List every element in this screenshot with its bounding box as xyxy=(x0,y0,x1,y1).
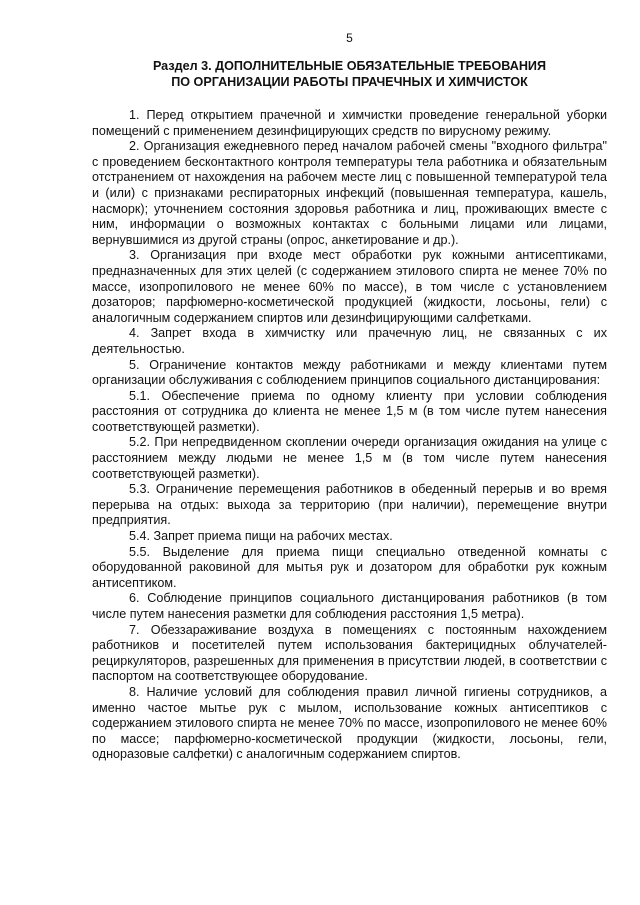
paragraph-item-3: 3. Организация при входе мест обработки рук кожными антисептиками, предназначенных для этих целей (с содержанием этилового спирта не менее 70% по массе, изопропилового не менее 60% по массе), в том числе с установлением дозаторов; парфюмерно-косметической продукцией (жидкости, лосьоны, гели) с аналогичным содержанием спиртов или дезинфицирующими салфетками. xyxy=(92,248,607,325)
paragraph-item-5-5: 5.5. Выделение для приема пищи специально отведенной комнаты с оборудованной раковиной для мытья рук и дозатором для обработки рук кожным антисептиком. xyxy=(92,544,607,590)
paragraph-item-5-2: 5.2. При непредвиденном скоплении очереди организация ожидания на улице с расстоянием между людьми не менее 1,5 м (в том числе путем нанесения соответствующей разметки). xyxy=(92,435,607,481)
section-heading xyxy=(92,58,607,90)
paragraph-item-2: 2. Организация ежедневного перед началом рабочей смены "входного фильтра" с проведением бесконтактного контроля температуры тела работника и обязательным отстранением от нахождения на рабочем месте лиц с повышенной температурой тела и (или) с признаками респираторных инфекций (повышенная температура, кашель, насморк); уточнением состояния здоровья работника и лиц, проживающих вместе с ним, информации о возможных контактах с больными лицами или лицами, вернувшимися из другой страны (опрос, анкетирование и др.). xyxy=(92,139,607,247)
paragraph-item-7: 7. Обеззараживание воздуха в помещениях с постоянным нахождением работников и посетителей путем использования бактерицидных облучателей-рециркуляторов, разрешенных для применения в присутствии людей, в соответствии с паспортом на соответствующее оборудование. xyxy=(92,622,607,684)
paragraph-item-5-1: 5.1. Обеспечение приема по одному клиенту при условии соблюдения расстояния от сотрудника до клиента не менее 1,5 м (в том числе путем нанесения соответствующей разметки). xyxy=(92,388,607,434)
paragraph-item-6: 6. Соблюдение принципов социального дистанцирования работников (в том числе путем нанесения разметки для соблюдения расстояния 1,5 метра). xyxy=(92,591,607,621)
section-heading-line-2: ПО ОРГАНИЗАЦИИ РАБОТЫ ПРАЧЕЧНЫХ И ХИМЧИСТОК xyxy=(171,75,528,89)
section-heading-line-1: Раздел 3. ДОПОЛНИТЕЛЬНЫЕ ОБЯЗАТЕЛЬНЫЕ ТРЕБОВАНИЯ xyxy=(152,59,547,73)
paragraph-item-5-3: 5.3. Ограничение перемещения работников в обеденный перерыв и во время перерыва на отдых: выхода за территорию (при наличии), перемещение внутри предприятия. xyxy=(92,482,607,528)
paragraph-item-1: 1. Перед открытием прачечной и химчистки проведение генеральной уборки помещений с применением дезинфицирующих средств по вирусному режиму. xyxy=(92,108,607,138)
paragraph-item-5-4: 5.4. Запрет приема пищи на рабочих местах. xyxy=(129,529,393,544)
paragraph-item-8: 8. Наличие условий для соблюдения правил личной гигиены сотрудников, а именно частое мытье рук с мылом, использование кожных антисептиков с содержанием этилового спирта не менее 70% по массе, изопропилового не менее 60% по массе; парфюмерно-косметической продукции (жидкости, лосьоны, гели, одноразовые салфетки) с аналогичным содержанием спиртов. xyxy=(92,684,607,762)
paragraph-item-5: 5. Ограничение контактов между работниками и между клиентами путем организации обслуживания с соблюдением принципов социального дистанцирования: xyxy=(92,357,607,388)
document-body xyxy=(92,108,607,763)
page-number: 5 xyxy=(346,31,353,45)
paragraph-item-4: 4. Запрет входа в химчистку или прачечную лиц, не связанных с их деятельностью. xyxy=(92,326,607,356)
